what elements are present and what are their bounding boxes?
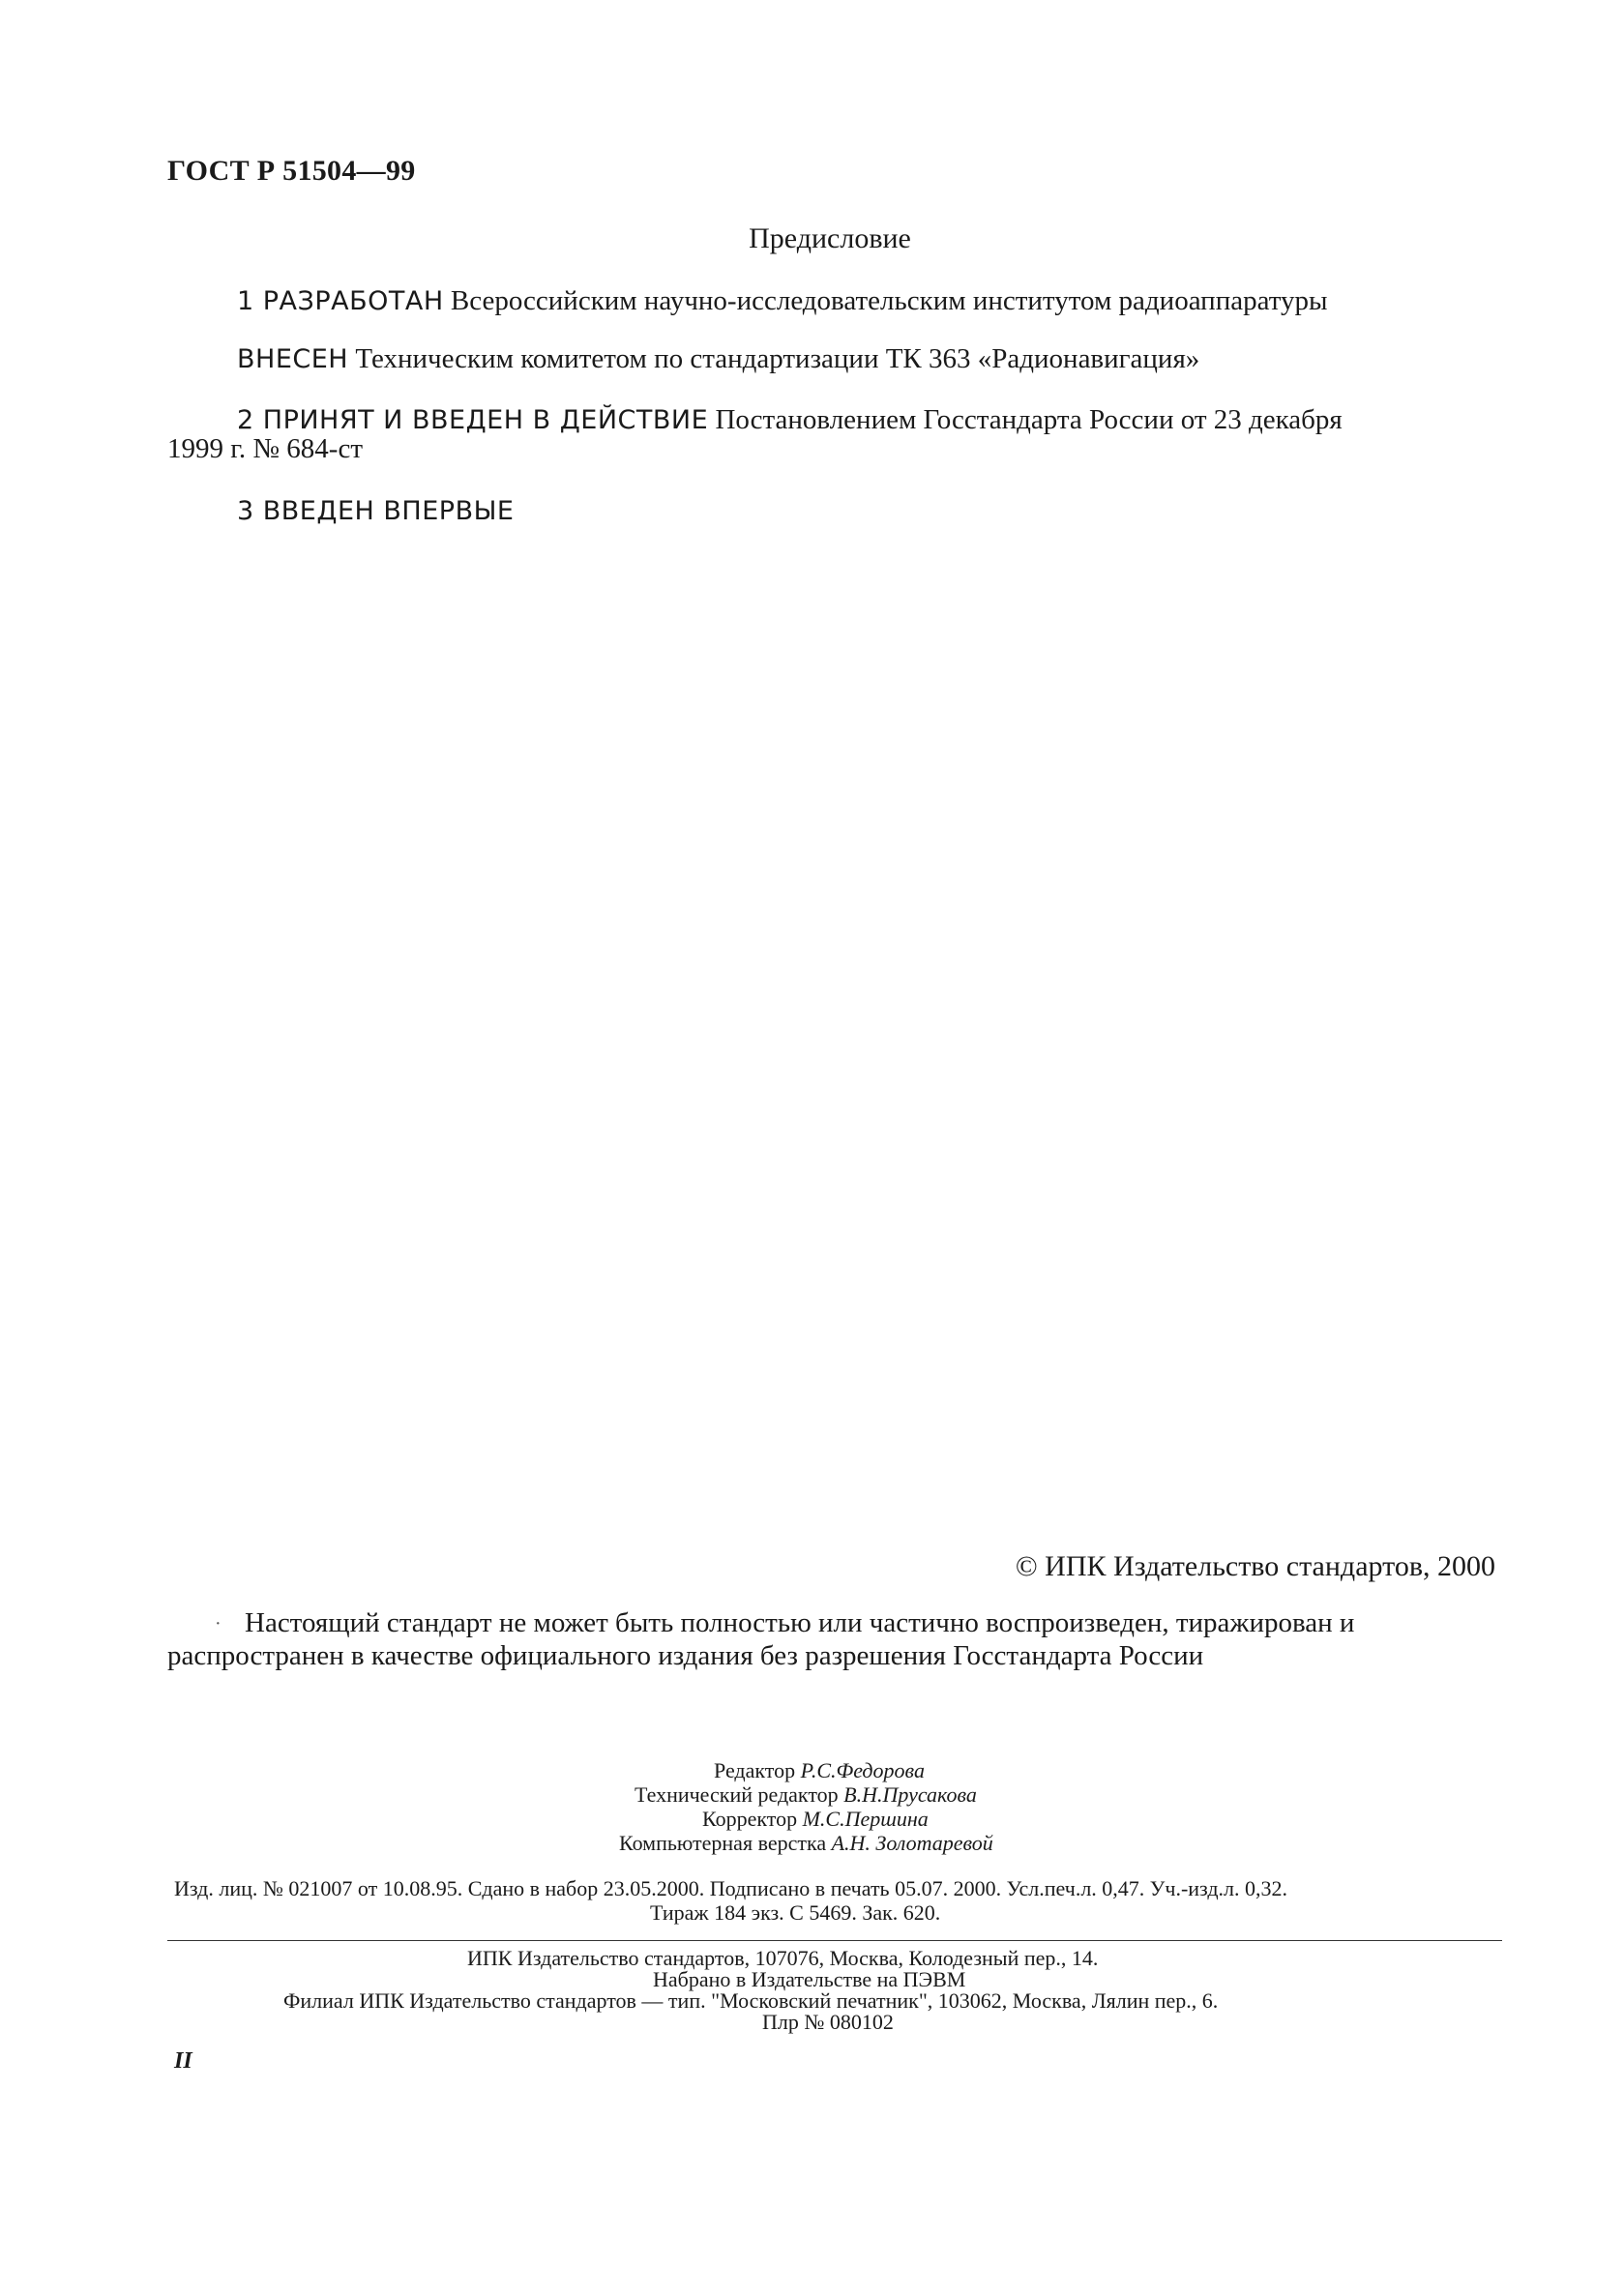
divider-rule	[167, 1940, 1502, 1941]
speck-mark: ·	[215, 1613, 221, 1634]
credits-block	[0, 1758, 1624, 1855]
address-line-2: Набрано в Издательстве на ПЭВМ	[653, 1967, 966, 1991]
item-adopted-line2: 1999 г. № 684-ст	[167, 433, 363, 464]
credit-tech-editor-label: Технический редактор	[635, 1782, 839, 1807]
publication-info-line-1: Изд. лиц. № 021007 от 10.08.95. Сдано в набор 23.05.2000. Подписано в печать 05.07. 2000. Усл.печ.л. 0,47. Уч.-изд.л. 0,32.	[174, 1876, 1288, 1900]
item-adopted	[237, 404, 1343, 436]
item-submitted	[237, 343, 1199, 375]
publication-info-line-2: Тираж 184 экз. С 5469. Зак. 620.	[650, 1900, 941, 1925]
item-developed-lead: 1 РАЗРАБОТАН	[237, 286, 444, 316]
credit-tech-editor	[635, 1782, 1624, 1807]
item-submitted-text: Техническим комитетом по стандартизации ТК 363 «Радионавигация»	[348, 343, 1200, 374]
address-line-3: Филиал ИПК Издательство стандартов — тип. "Московский печатник", 103062, Москва, Лялин пер., 6.	[283, 1988, 1219, 2013]
item-first-introduced	[237, 495, 514, 527]
credit-corrector-name: М.С.Першина	[802, 1807, 929, 1831]
credit-layout	[619, 1831, 1624, 1855]
credit-editor-name: Р.С.Федорова	[800, 1758, 925, 1782]
notice-line-1: Настоящий стандарт не может быть полностью или частично воспроизведен, тиражирован и	[245, 1607, 1355, 1638]
credit-layout-label: Компьютерная верстка	[619, 1831, 827, 1855]
item-submitted-lead: ВНЕСЕН	[237, 344, 349, 374]
credit-editor-label: Редактор	[714, 1758, 796, 1782]
credit-editor	[714, 1758, 1624, 1782]
credit-layout-name: А.Н. Золотаревой	[831, 1831, 993, 1855]
page-number: II	[174, 2048, 192, 2074]
item-first-introduced-lead: 3 ВВЕДЕН ВПЕРВЫЕ	[237, 496, 515, 526]
address-line-4: Плр № 080102	[762, 2010, 894, 2034]
credit-tech-editor-name: В.Н.Прусакова	[843, 1782, 977, 1807]
section-title: Предисловие	[749, 222, 911, 254]
credit-corrector	[702, 1807, 1624, 1831]
item-adopted-text: Постановлением Госстандарта России от 23 декабря	[708, 404, 1343, 435]
address-line-1: ИПК Издательство стандартов, 107076, Москва, Колодезный пер., 14.	[467, 1946, 1099, 1970]
item-developed-text: Всероссийским научно-исследовательским институтом радиоаппаратуры	[443, 285, 1328, 316]
notice-line-2: распространен в качестве официального издания без разрешения Госстандарта России	[167, 1640, 1204, 1671]
standard-code: ГОСТ Р 51504—99	[167, 155, 416, 187]
copyright-line: © ИПК Издательство стандартов, 2000	[1015, 1550, 1495, 1582]
credit-corrector-label: Корректор	[702, 1807, 798, 1831]
publisher-address-block	[0, 1948, 1624, 2033]
item-developed	[237, 285, 1328, 317]
item-adopted-lead: 2 ПРИНЯТ И ВВЕДЕН В ДЕЙСТВИЕ	[237, 405, 709, 435]
